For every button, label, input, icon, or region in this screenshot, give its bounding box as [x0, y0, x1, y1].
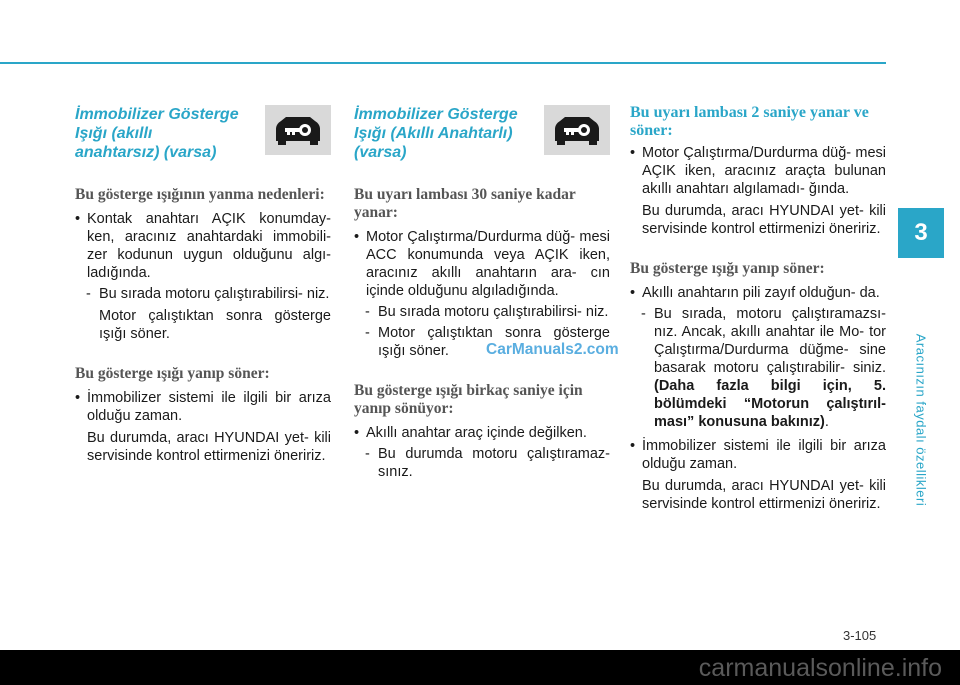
footer-bar [0, 650, 960, 685]
chapter-label: Aracınızın faydalı özellikleri [913, 333, 929, 507]
car-key-icon [272, 115, 324, 145]
bullet-item: • Motor Çalıştırma/Durdurma düğ- mesi ACC konumunda veya AÇIK iken, aracınız akıllı anahtarın ara- cın içinde olduğunu algıladığında. [354, 228, 610, 300]
subheading: Bu gösterge ışığının yanma nedenleri: [75, 186, 325, 203]
section-title: İmmobilizer Gösterge Işığı (akıllı anahtarsız) (varsa) [75, 106, 239, 161]
bullet-item: • İmmobilizer sistemi ile ilgili bir arıza olduğu zaman. [630, 437, 886, 473]
chapter-tab: 3 [898, 208, 944, 258]
paragraph: Motor çalıştıktan sonra gösterge ışığı söner. [99, 308, 331, 342]
subheading: Bu uyarı lambası 2 saniye yanar ve söner: [630, 104, 869, 139]
top-rule [0, 62, 886, 64]
column-3 [630, 102, 886, 513]
dash-item: - Motor çalıştıktan sonra gösterge ışığı söner. [365, 325, 610, 359]
column-2 [354, 102, 610, 481]
bullet-item: • İmmobilizer sistemi ile ilgili bir arıza olduğu zaman. [75, 389, 331, 425]
bullet-item: • Akıllı anahtarın pili zayıf olduğun- da. [630, 284, 886, 302]
indicator-icon-box [265, 105, 331, 155]
subheading: Bu gösterge ışığı yanıp söner: [75, 365, 270, 382]
bullet-item: • Motor Çalıştırma/Durdurma düğ- mesi AÇIK iken, aracınız araçta bulunan akıllı anahtarı algılamadı- ğında. [630, 144, 886, 198]
column-1 [75, 102, 331, 465]
dash-item: - Bu sırada motoru çalıştırabilirsi- niz. [365, 304, 609, 320]
footer-site: carmanualsonline.info [698, 654, 942, 682]
dash-item: - Bu sırada motoru çalıştırabilirsi- niz. [86, 286, 330, 302]
subheading: Bu gösterge ışığı birkaç saniye için yanıp sönüyor: [354, 382, 583, 417]
page-number: 3-105 [843, 628, 877, 643]
paragraph: Bu durumda, aracı HYUNDAI yet- kili servisinde kontrol ettirmenizi öneririz. [642, 478, 886, 512]
cross-reference: (Daha fazla bilgi için, 5. bölümdeki “Motorun çalıştırıl- ması” konusuna bakınız) [654, 378, 886, 430]
car-key-icon [551, 115, 603, 145]
indicator-icon-box [544, 105, 610, 155]
dash-item: - Bu sırada, motoru çalıştıramazsı- nız. Ancak, akıllı anahtar ile Mo- tor Çalıştırma/Durdurma düğme- sine basarak motoru çalıştırabilir- siniz. (Daha fazla bilgi için, 5. bölümdeki “Motorun çalıştırıl- ması” konusuna bakınız). [641, 306, 886, 430]
watermark: CarManuals2.com [486, 341, 619, 358]
paragraph: Bu durumda, aracı HYUNDAI yet- kili servisinde kontrol ettirmenizi öneririz. [642, 203, 886, 237]
bullet-item: • Akıllı anahtar araç içinde değilken. [354, 424, 610, 442]
bullet-item: • Kontak anahtarı AÇIK konumday- ken, aracınız anahtardaki immobili- zer kodunun uygun olduğunu algı- ladığında. [75, 210, 331, 282]
section-title: İmmobilizer Gösterge Işığı (Akıllı Anahtarlı) (varsa) [354, 106, 518, 161]
paragraph: Bu durumda, aracı HYUNDAI yet- kili servisinde kontrol ettirmenizi öneririz. [87, 430, 331, 464]
dash-item: - Bu durumda motoru çalıştıramaz- sınız. [365, 446, 610, 480]
subheading: Bu gösterge ışığı yanıp söner: [630, 260, 825, 277]
subheading: Bu uyarı lambası 30 saniye kadar yanar: [354, 186, 576, 221]
